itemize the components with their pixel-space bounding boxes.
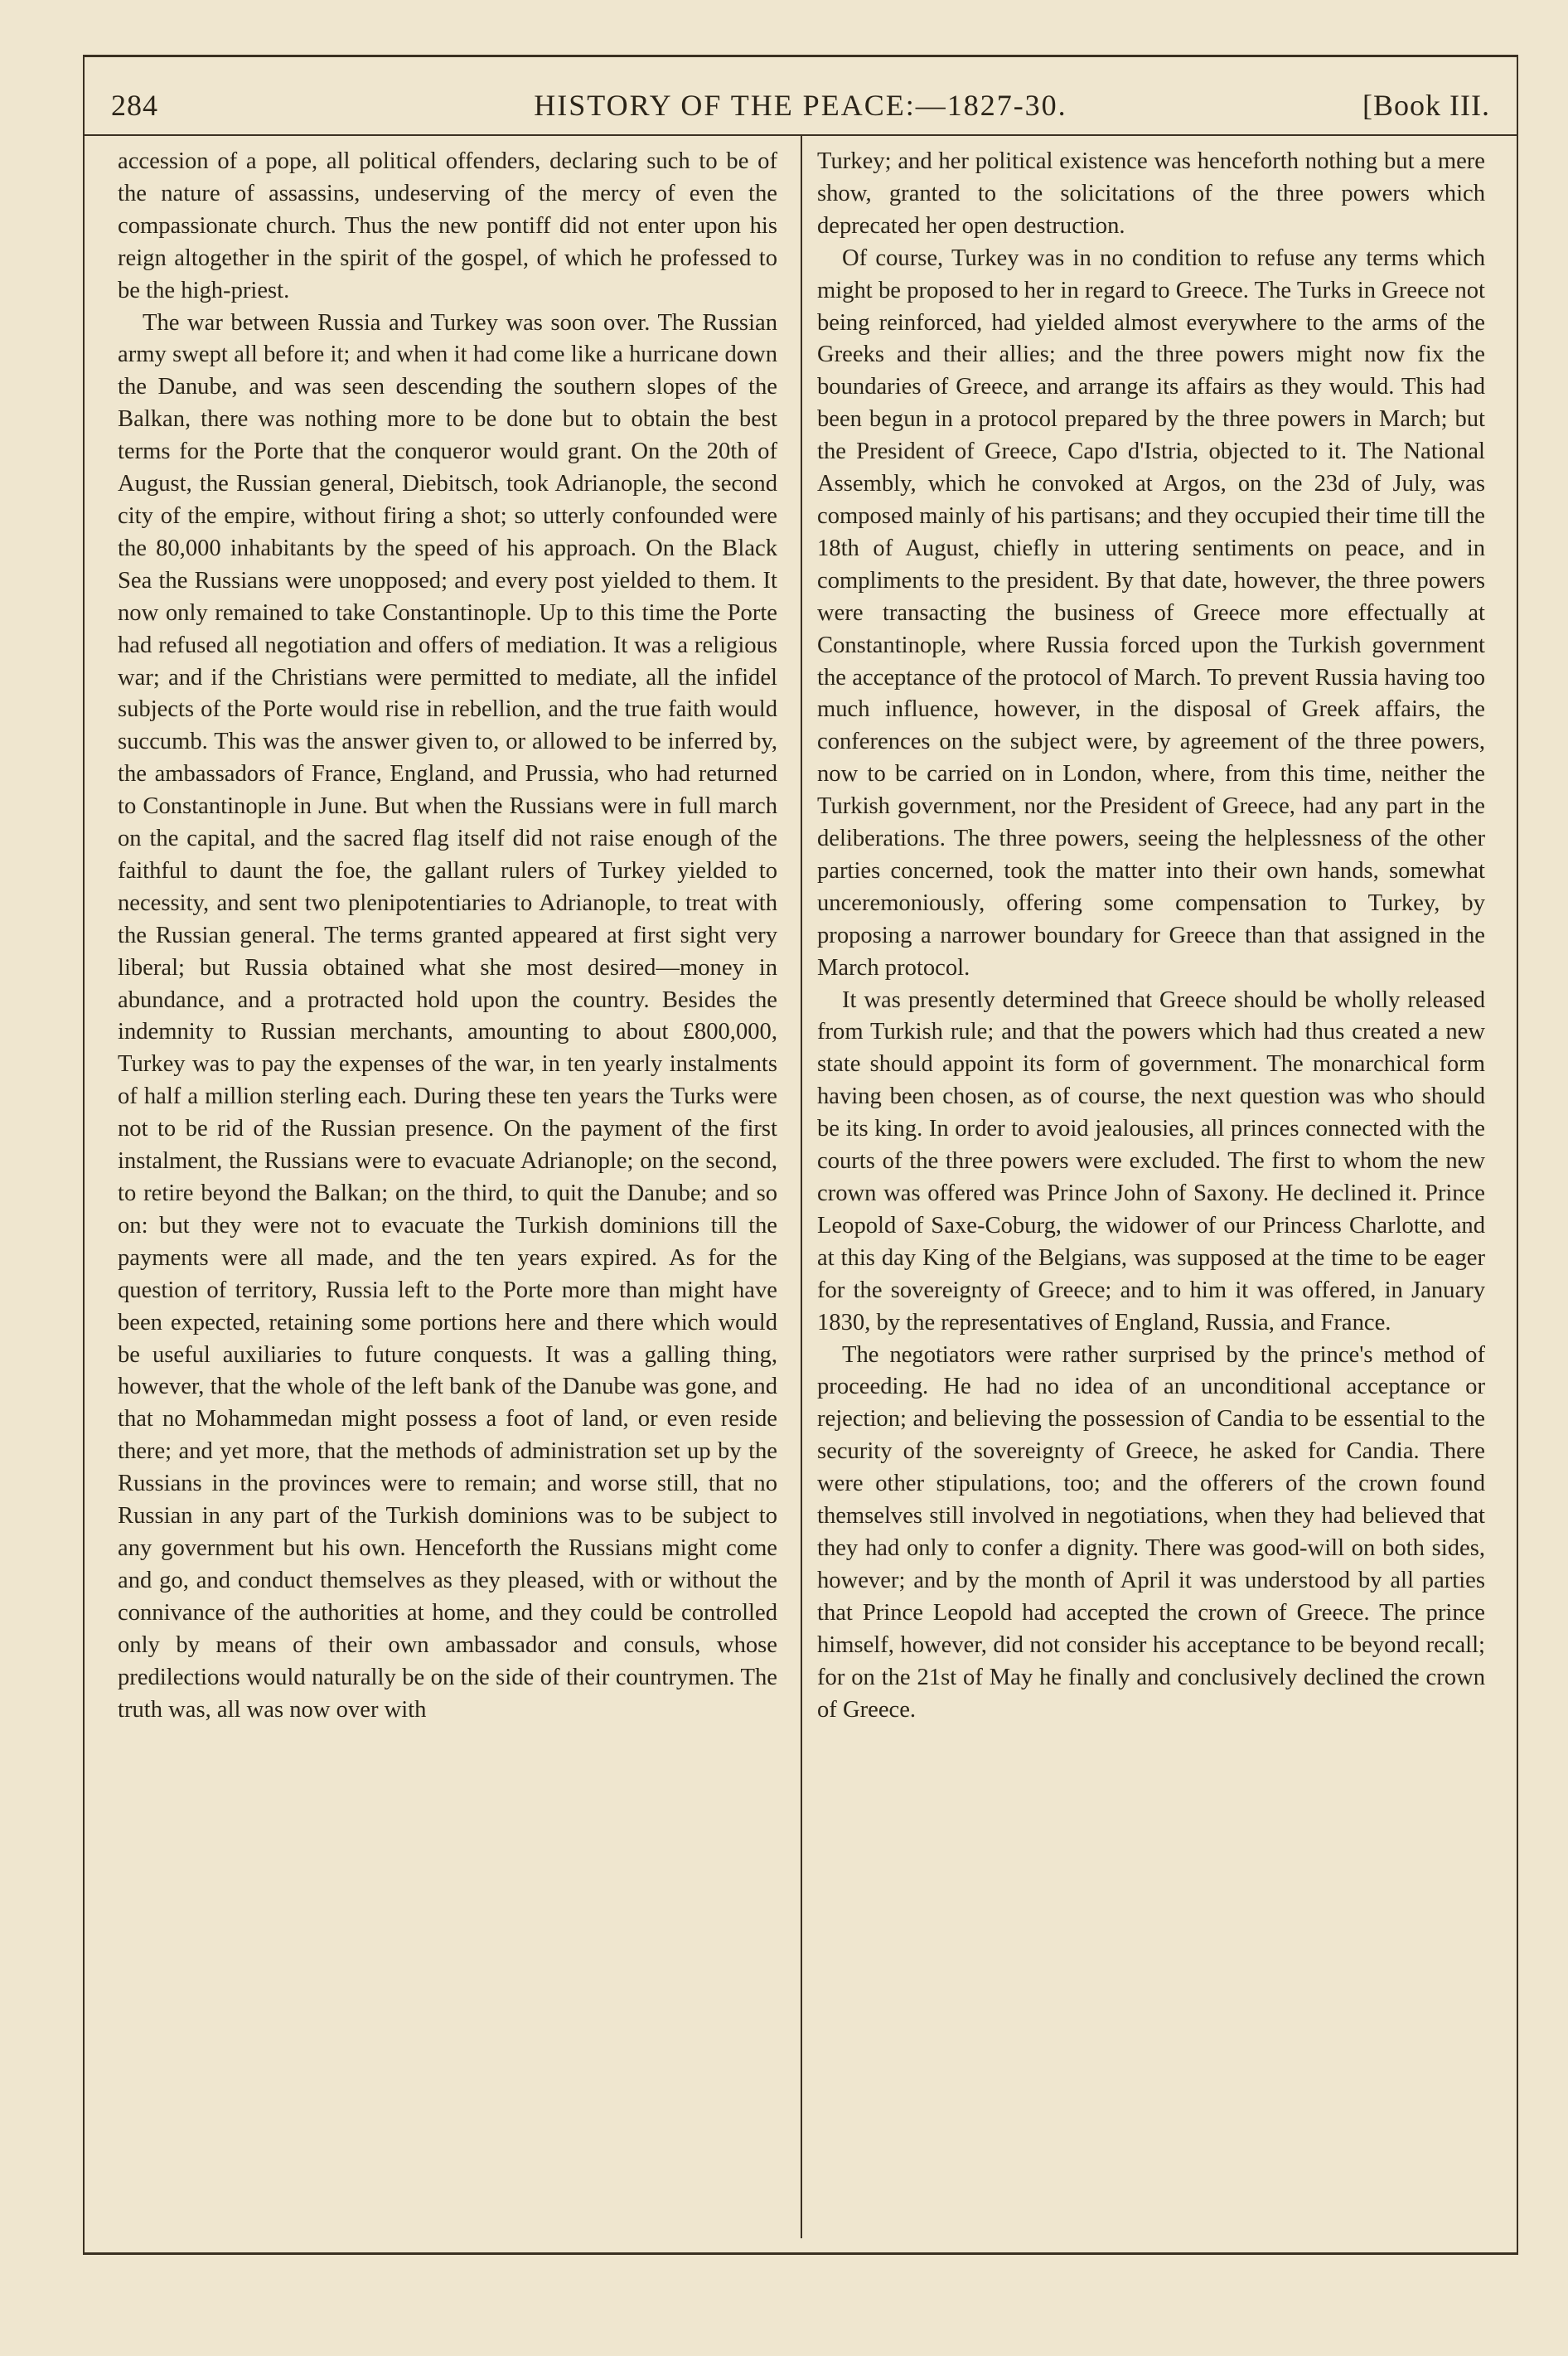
paragraph: Of course, Turkey was in no condition to refuse any terms which might be proposed to her in regard to Greece. The Turks in Greece not being reinforced, had yielded almost everywhere to the arms of the Greeks and their allies; and the three powers might now fix the boundaries of Greece, and arrange its affairs as they would. This had been begun in a protocol prepared by the three powers in March; but the President of Greece, Capo d'Istria, objected to it. The National Assembly, which he convoked at Argos, on the 23d of July, was composed mainly of his partisans; and they occupied their time till the 18th of August, chiefly in uttering sentiments on peace, and in compliments to the president. By that date, however, the three powers were transacting the business of Greece more effectually at Constantinople, where Russia forced upon the Turkish government the acceptance of the protocol of March. To prevent Russia having too much influence, however, in the disposal of Greek affairs, the conferences on the subject were, by agreement of the three powers, now to be carried on in London, where, from this time, neither the Turkish government, nor the President of Greece, had any part in the deliberations. The three powers, seeing the helplessness of the other parties concerned, took the matter into their own hands, somewhat unceremoniously, offering some compensation to Turkey, by proposing a narrower boundary for Greece than that assigned in the March protocol. xyxy=(817,245,1485,981)
paragraph: accession of a pope, all political offenders, declaring such to be of the nature of assassins, undeserving of the mercy of even the compassionate church. Thus the new pontiff did not enter upon his reign altogether in the spirit of the gospel, of which he professed to be the high-priest. xyxy=(118,148,777,303)
paragraph: Turkey; and her political existence was henceforth nothing but a mere show, granted to the solicitations of the three powers which deprecated her open destruction. xyxy=(817,148,1485,239)
right-column xyxy=(817,146,1485,2227)
book-label: [Book III. xyxy=(1362,89,1490,122)
paragraph: The war between Russia and Turkey was soon over. The Russian army swept all before it; and when it had come like a hurricane down the Danube, and was seen descending the southern slopes of the Balkan, there was nothing more to be done but to obtain the best terms for the Porte that the conqueror would grant. On the 20th of August, the Russian general, Diebitsch, took Adrianople, the second city of the empire, without firing a shot; so utterly confounded were the 80,000 inhabitants by the speed of his approach. On the Black Sea the Russians were unopposed; and every post yielded to them. It now only remained to take Constantinople. Up to this time the Porte had refused all negotiation and offers of mediation. It was a religious war; and if the Christians were permitted to mediate, all the infidel subjects of the Porte would rise in rebellion, and the true faith would succumb. This was the answer given to, or allowed to be inferred by, the ambassadors of France, England, and Prussia, who had returned to Constantinople in June. But when the Russians were in full march on the capital, and the sacred flag itself did not raise enough of the faithful to daunt the foe, the gallant rulers of Turkey yielded to necessity, and sent two plenipotentiaries to Adrianople, to treat with the Russian general. The terms granted appeared at first sight very liberal; but Russia obtained what she most desired—money in abundance, and a protracted hold upon the country. Besides the indemnity to Russian merchants, amounting to about £800,000, Turkey was to pay the expenses of the war, in ten yearly instalments of half a million sterling each. During these ten years the Turks were not to be rid of the Russian presence. On the payment of the first instalment, the Russians were to evacuate Adrianople; on the second, to retire beyond the Balkan; on the third, to quit the Danube; and so on: but they were not to evacuate the Turkish dominions till the payments were all made, and the ten years expired. As for the question of territory, Russia left to the Porte more than might have been expected, retaining some portions here and there which would be useful auxiliaries to future conquests. It was a galling thing, however, that the whole of the left bank of the Danube was gone, and that no Mohammedan might possess a foot of land, or even reside there; and yet more, that the methods of administration set up by the Russians in the provinces were to remain; and worse still, that no Russian in any part of the Turkish dominions was to be subject to any government but his own. Henceforth the Russians might come and go, and conduct themselves as they pleased, with or without the connivance of the authorities at home, and they could be controlled only by means of their own ambassador and consuls, whose predilections would naturally be on the side of their countrymen. The truth was, all was now over with xyxy=(118,309,777,1723)
running-title: HISTORY OF THE PEACE:—1827-30. xyxy=(534,89,1067,122)
column-divider xyxy=(801,136,802,2238)
left-column xyxy=(118,146,777,2227)
paragraph: The negotiators were rather surprised by the prince's method of proceeding. He had no idea of an unconditional acceptance or rejection; and believing the possession of Candia to be essential to the security of the sovereignty of Greece, he asked for Candia. There were other stipulations, too; and the offerers of the crown found themselves still involved in negotiations, when they had believed that they had only to confer a dignity. There was good-will on both sides, however; and by the month of April it was understood by all parties that Prince Leopold had accepted the crown of Greece. The prince himself, however, did not consider his acceptance to be beyond recall; for on the 21st of May he finally and conclusively declined the crown of Greece. xyxy=(817,1341,1485,1723)
paragraph: It was presently determined that Greece should be wholly released from Turkish rule; and that the powers which had thus created a new state should appoint its form of government. The monarchical form having been chosen, as of course, the next question was who should be its king. In order to avoid jealousies, all princes connected with the courts of the three powers were excluded. The first to whom the new crown was offered was Prince John of Saxony. He declined it. Prince Leopold of Saxe-Coburg, the widower of our Princess Charlotte, and at this day King of the Belgians, was supposed at the time to be eager for the sovereignty of Greece; and to him it was offered, in January 1830, by the representatives of England, Russia, and France. xyxy=(817,987,1485,1336)
running-header xyxy=(83,80,1518,134)
page-number: 284 xyxy=(111,89,158,122)
